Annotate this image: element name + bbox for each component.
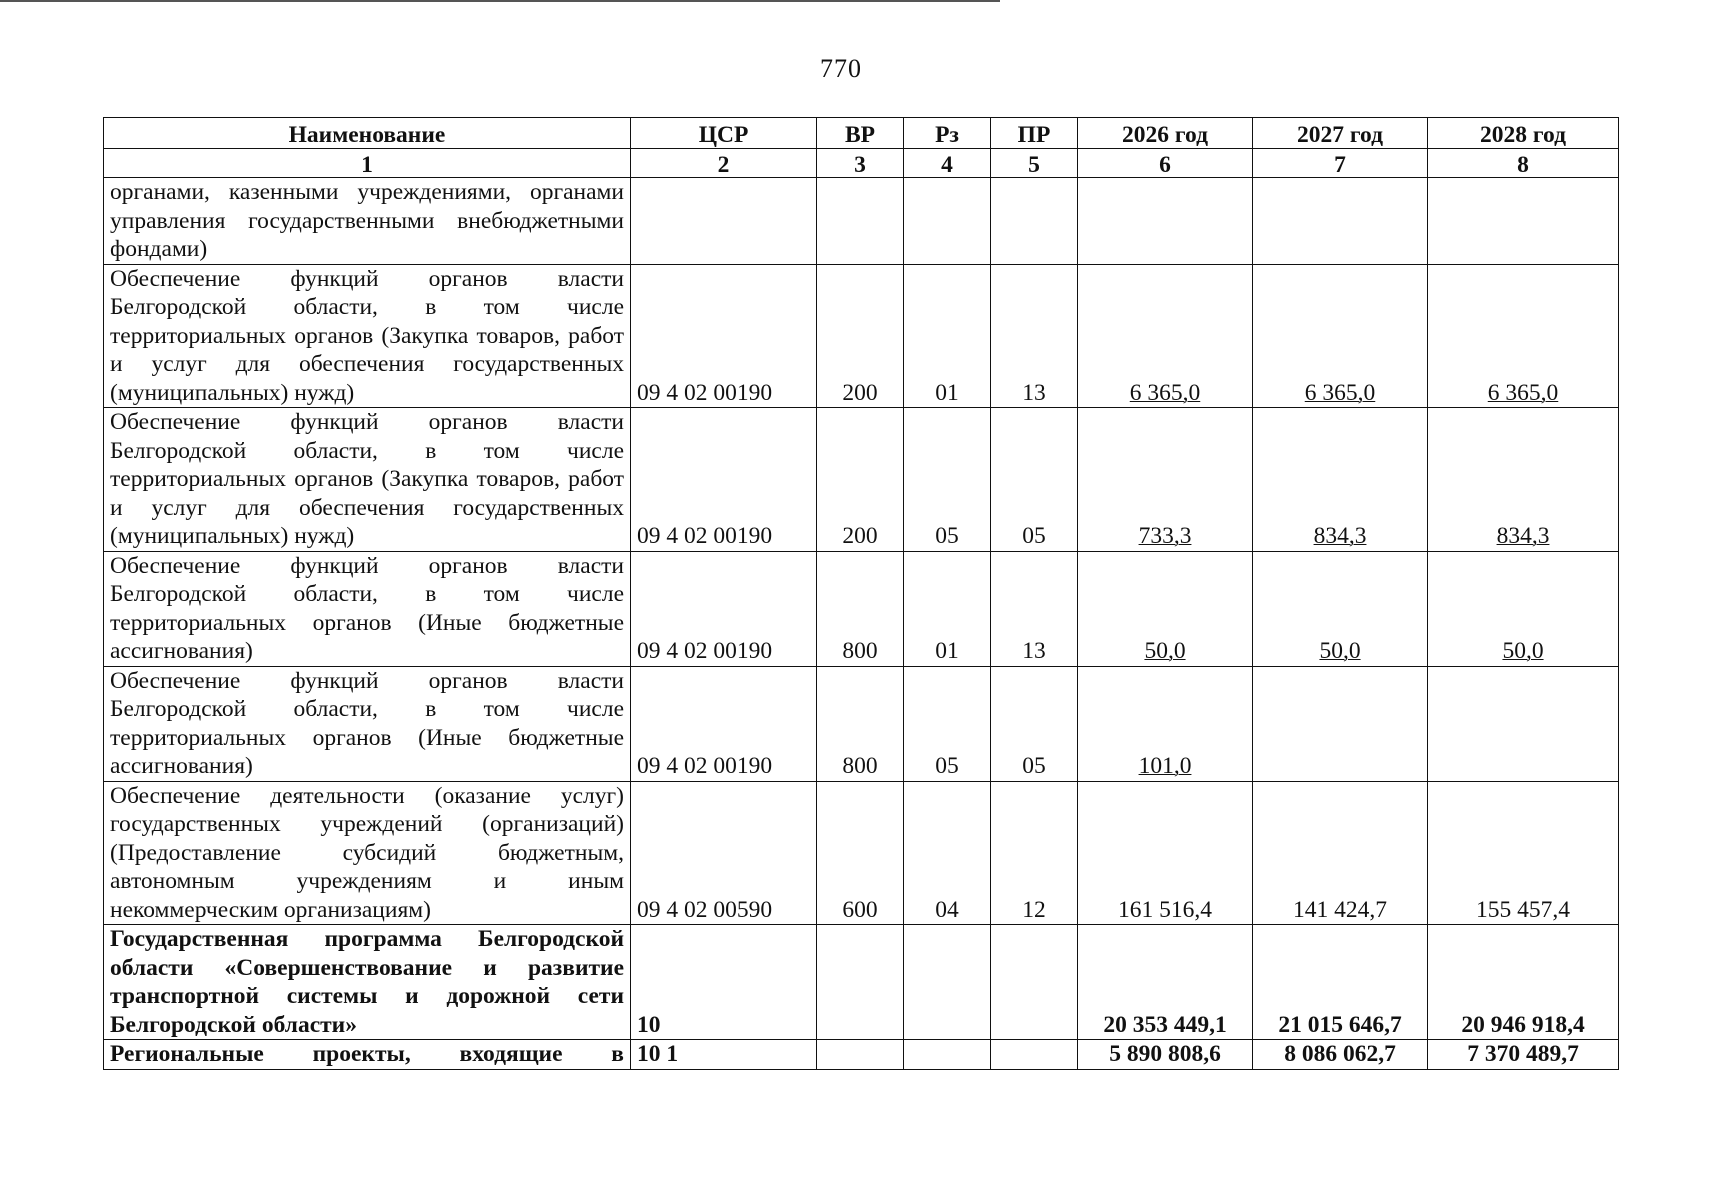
row-name: Государственная программа Белгородской области «Совершенствование и развитие транспортной системы и дорожной сети Белгородской области» [104, 925, 631, 1040]
row-rz [904, 1040, 991, 1070]
column-number: 6 [1078, 149, 1253, 178]
row-csr: 09 4 02 00190 [631, 264, 817, 408]
table-row-program [104, 925, 1619, 1040]
row-name: Обеспечение функций органов власти Белгородской области, в том числе территориальных органов (Иные бюджетные ассигнования) [104, 551, 631, 666]
row-2028: 834,3 [1428, 408, 1619, 552]
header-name: Наименование [104, 118, 631, 149]
header-2027: 2027 год [1253, 118, 1428, 149]
column-number: 7 [1253, 149, 1428, 178]
row-2028 [1428, 178, 1619, 265]
column-number: 8 [1428, 149, 1619, 178]
row-name: Обеспечение деятельности (оказание услуг) государственных учреждений (организаций) (Предоставление субсидий бюджетным, автономным учреждениям и иным некоммерческим организациям) [104, 781, 631, 925]
row-2027 [1253, 666, 1428, 781]
row-2026: 733,3 [1078, 408, 1253, 552]
row-name: Обеспечение функций органов власти Белгородской области, в том числе территориальных органов (Закупка товаров, работ и услуг для обеспечения государственных (муниципальных) нужд) [104, 408, 631, 552]
row-2026: 50,0 [1078, 551, 1253, 666]
table-row [104, 666, 1619, 781]
row-rz [904, 925, 991, 1040]
row-rz: 01 [904, 551, 991, 666]
row-vr: 200 [817, 408, 904, 552]
row-vr [817, 178, 904, 265]
table-row [104, 781, 1619, 925]
row-pr: 12 [991, 781, 1078, 925]
header-rz: Рз [904, 118, 991, 149]
row-pr: 13 [991, 551, 1078, 666]
row-csr [631, 178, 817, 265]
row-rz: 04 [904, 781, 991, 925]
header-vr: ВР [817, 118, 904, 149]
row-2027: 834,3 [1253, 408, 1428, 552]
row-name: органами, казенными учреждениями, органами управления государственными внебюджетными фондами) [104, 178, 631, 265]
row-pr: 13 [991, 264, 1078, 408]
row-2027: 50,0 [1253, 551, 1428, 666]
row-2027: 6 365,0 [1253, 264, 1428, 408]
row-2028: 6 365,0 [1428, 264, 1619, 408]
header-pr: ПР [991, 118, 1078, 149]
header-2026: 2026 год [1078, 118, 1253, 149]
header-csr: ЦСР [631, 118, 817, 149]
column-number: 2 [631, 149, 817, 178]
row-pr [991, 178, 1078, 265]
row-csr: 09 4 02 00190 [631, 551, 817, 666]
row-csr: 09 4 02 00590 [631, 781, 817, 925]
row-2028: 7 370 489,7 [1428, 1040, 1619, 1070]
row-rz [904, 178, 991, 265]
row-2028: 155 457,4 [1428, 781, 1619, 925]
row-2027 [1253, 178, 1428, 265]
row-vr: 800 [817, 551, 904, 666]
column-number: 4 [904, 149, 991, 178]
header-2028: 2028 год [1428, 118, 1619, 149]
table-row [104, 264, 1619, 408]
row-vr [817, 1040, 904, 1070]
row-2027: 8 086 062,7 [1253, 1040, 1428, 1070]
row-csr: 10 1 [631, 1040, 817, 1070]
row-vr: 800 [817, 666, 904, 781]
row-2026: 5 890 808,6 [1078, 1040, 1253, 1070]
row-rz: 01 [904, 264, 991, 408]
row-2026: 161 516,4 [1078, 781, 1253, 925]
row-name: Обеспечение функций органов власти Белгородской области, в том числе территориальных органов (Иные бюджетные ассигнования) [104, 666, 631, 781]
column-number: 1 [104, 149, 631, 178]
row-name: Обеспечение функций органов власти Белгородской области, в том числе территориальных органов (Закупка товаров, работ и услуг для обеспечения государственных (муниципальных) нужд) [104, 264, 631, 408]
row-vr: 600 [817, 781, 904, 925]
row-csr: 10 [631, 925, 817, 1040]
row-2028: 20 946 918,4 [1428, 925, 1619, 1040]
column-number: 5 [991, 149, 1078, 178]
row-2027: 141 424,7 [1253, 781, 1428, 925]
budget-table [103, 117, 1619, 1070]
row-name: Региональные проекты, входящие в [104, 1040, 631, 1070]
row-pr: 05 [991, 408, 1078, 552]
row-2026: 101,0 [1078, 666, 1253, 781]
row-vr: 200 [817, 264, 904, 408]
row-2026: 6 365,0 [1078, 264, 1253, 408]
table-row [104, 178, 1619, 265]
column-number-row [104, 149, 1619, 178]
table-row [104, 408, 1619, 552]
row-pr [991, 1040, 1078, 1070]
row-pr [991, 925, 1078, 1040]
row-rz: 05 [904, 666, 991, 781]
table-row [104, 551, 1619, 666]
row-csr: 09 4 02 00190 [631, 408, 817, 552]
row-2026: 20 353 449,1 [1078, 925, 1253, 1040]
column-number: 3 [817, 149, 904, 178]
page-number: 770 [820, 54, 862, 83]
row-2027: 21 015 646,7 [1253, 925, 1428, 1040]
row-2026 [1078, 178, 1253, 265]
row-pr: 05 [991, 666, 1078, 781]
header-row [104, 118, 1619, 149]
scan-edge-line [0, 0, 1000, 2]
row-vr [817, 925, 904, 1040]
row-2028 [1428, 666, 1619, 781]
row-csr: 09 4 02 00190 [631, 666, 817, 781]
table-row-regional-projects [104, 1040, 1619, 1070]
row-2028: 50,0 [1428, 551, 1619, 666]
row-rz: 05 [904, 408, 991, 552]
